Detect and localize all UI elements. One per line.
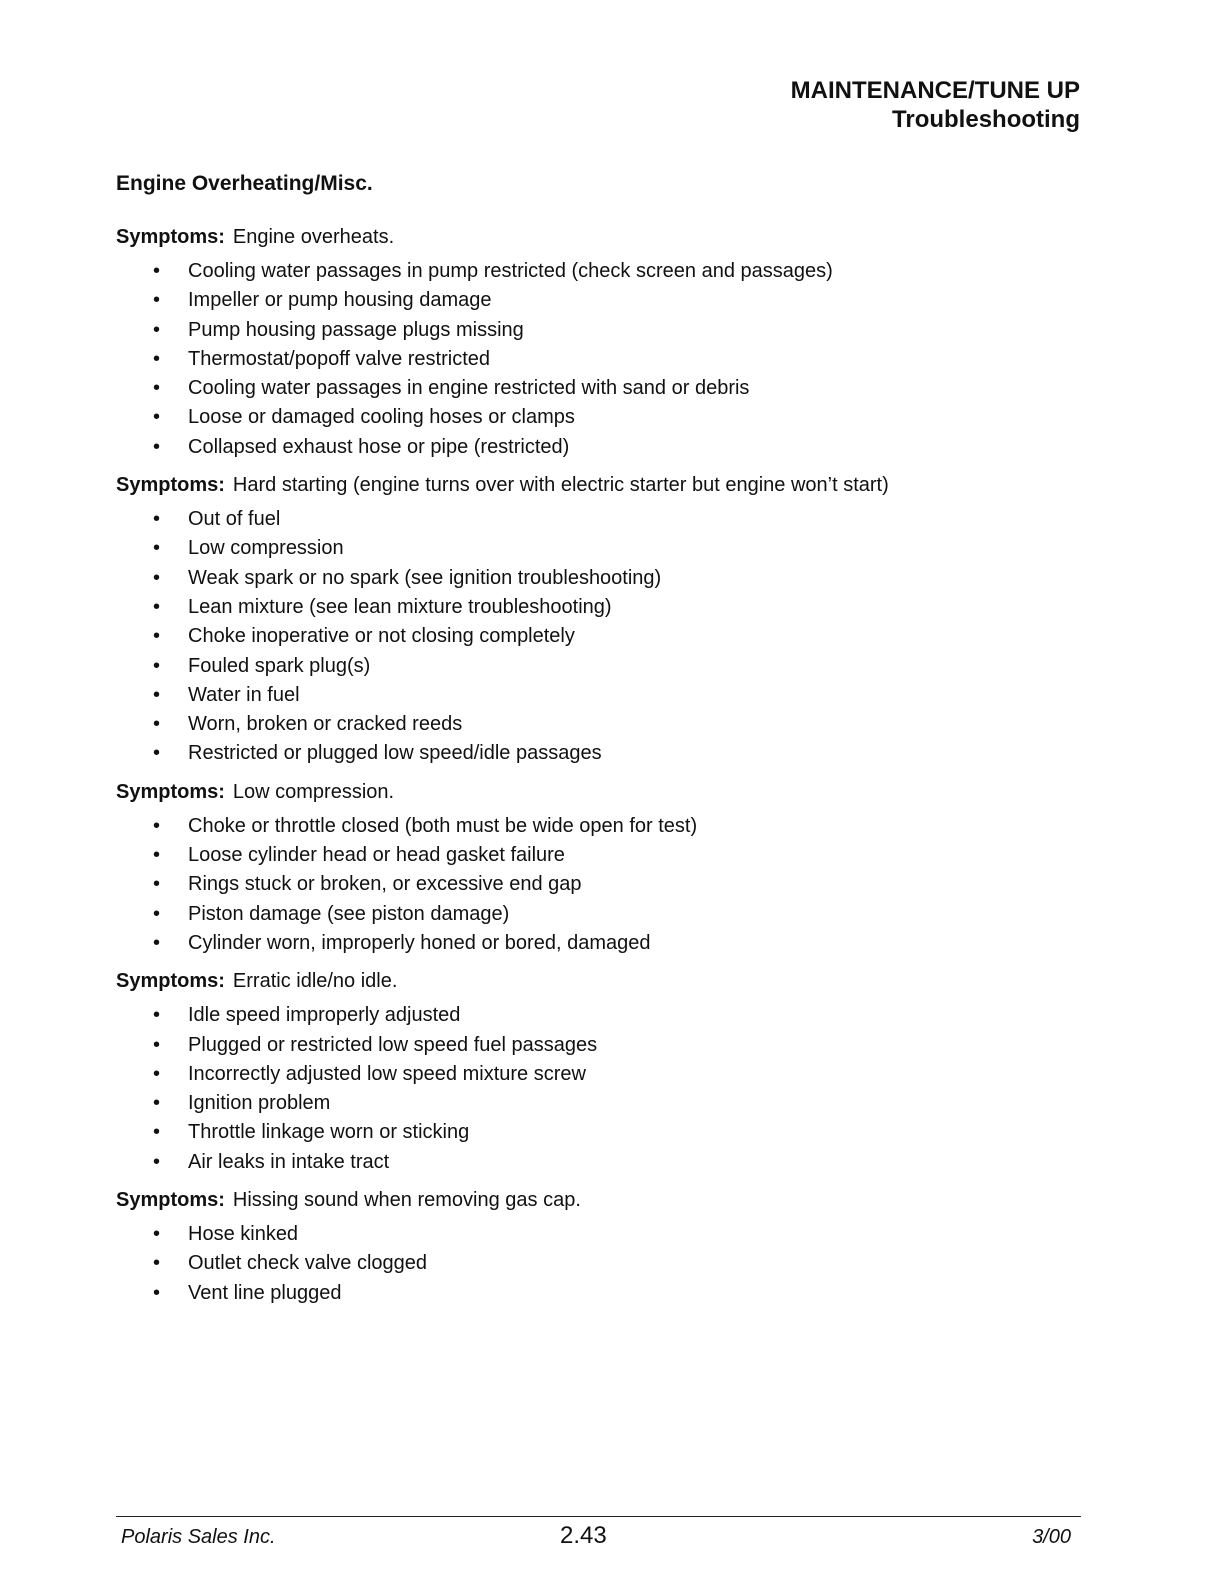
section-title: Engine Overheating/Misc. xyxy=(116,172,373,195)
symptom-label: Symptoms: xyxy=(116,474,225,497)
cause-text: Throttle linkage worn or sticking xyxy=(188,1121,470,1144)
symptom-text: Low compression. xyxy=(232,780,395,803)
chapter-title: MAINTENANCE/TUNE UP xyxy=(790,77,1080,104)
cause-item xyxy=(116,841,1076,870)
bullet-icon: • xyxy=(153,654,161,677)
cause-text: Piston damage (see piston damage) xyxy=(188,902,510,925)
symptom-text: Hissing sound when removing gas cap. xyxy=(232,1189,581,1212)
cause-item xyxy=(116,812,1076,841)
symptom-heading xyxy=(116,778,1076,806)
bullet-icon: • xyxy=(153,1092,161,1115)
bullet-icon: • xyxy=(153,508,161,531)
cause-item xyxy=(116,710,1076,739)
symptom-block xyxy=(116,223,1076,462)
bullet-icon: • xyxy=(153,814,161,837)
cause-item xyxy=(116,564,1076,593)
symptom-block xyxy=(116,471,1076,769)
cause-text: Loose or damaged cooling hoses or clamps xyxy=(188,406,575,429)
cause-text: Weak spark or no spark (see ignition troubleshooting) xyxy=(188,566,662,589)
page-header xyxy=(791,76,1080,134)
cause-text: Water in fuel xyxy=(188,683,300,706)
bullet-icon: • xyxy=(153,595,161,618)
cause-text: Cooling water passages in pump restricted (check screen and passages) xyxy=(188,260,833,282)
cause-text: Low compression xyxy=(188,537,344,560)
cause-text: Ignition problem xyxy=(188,1092,331,1115)
symptom-label: Symptoms: xyxy=(116,1189,225,1212)
bullet-icon: • xyxy=(153,1281,161,1304)
cause-item xyxy=(116,1148,1076,1177)
page-number: 2.43 xyxy=(560,1522,607,1549)
cause-text: Incorrectly adjusted low speed mixture screw xyxy=(188,1062,586,1085)
bullet-icon: • xyxy=(153,1033,161,1056)
chapter-subtitle: Troubleshooting xyxy=(892,106,1080,133)
cause-item xyxy=(116,870,1076,899)
cause-text: Outlet check valve clogged xyxy=(188,1252,428,1275)
cause-item xyxy=(116,1031,1076,1060)
cause-text: Thermostat/popoff valve restricted xyxy=(188,347,490,370)
symptom-block xyxy=(116,1186,1076,1308)
cause-text: Collapsed exhaust hose or pipe (restricted) xyxy=(188,435,570,458)
cause-item xyxy=(116,900,1076,929)
bullet-icon: • xyxy=(153,873,161,896)
cause-item xyxy=(116,505,1076,534)
bullet-icon: • xyxy=(153,1223,161,1246)
cause-list xyxy=(116,1220,1076,1308)
cause-text: Out of fuel xyxy=(188,508,281,531)
cause-item xyxy=(116,374,1076,403)
cause-item xyxy=(116,593,1076,622)
cause-text: Plugged or restricted low speed fuel passages xyxy=(188,1033,598,1056)
footer-divider xyxy=(116,1516,1081,1517)
bullet-icon: • xyxy=(153,347,161,370)
cause-text: Choke or throttle closed (both must be wide open for test) xyxy=(188,814,698,837)
symptom-heading xyxy=(116,223,1076,251)
bullet-icon: • xyxy=(153,435,161,458)
cause-item xyxy=(116,316,1076,345)
cause-item xyxy=(116,433,1076,462)
cause-text: Choke inoperative or not closing completely xyxy=(188,625,575,648)
cause-text: Vent line plugged xyxy=(188,1281,342,1304)
bullet-icon: • xyxy=(153,844,161,867)
symptom-label: Symptoms: xyxy=(116,780,225,803)
cause-item xyxy=(116,1001,1076,1030)
cause-item xyxy=(116,622,1076,651)
bullet-icon: • xyxy=(153,742,161,765)
bullet-icon: • xyxy=(153,1150,161,1173)
cause-item xyxy=(116,652,1076,681)
cause-item xyxy=(116,1060,1076,1089)
cause-text: Cylinder worn, improperly honed or bored, damaged xyxy=(188,931,651,954)
cause-text: Air leaks in intake tract xyxy=(188,1150,390,1173)
cause-text: Hose kinked xyxy=(188,1223,299,1246)
symptom-list xyxy=(116,223,1076,1317)
cause-text: Restricted or plugged low speed/idle passages xyxy=(188,742,602,765)
cause-item xyxy=(116,681,1076,710)
symptom-text: Engine overheats. xyxy=(232,226,395,248)
cause-text: Fouled spark plug(s) xyxy=(188,654,371,677)
cause-list xyxy=(116,505,1076,769)
bullet-icon: • xyxy=(153,683,161,706)
symptom-block xyxy=(116,967,1076,1177)
cause-text: Worn, broken or cracked reeds xyxy=(188,713,463,736)
cause-text: Rings stuck or broken, or excessive end gap xyxy=(188,873,582,896)
cause-list xyxy=(116,1001,1076,1177)
symptom-heading xyxy=(116,1186,1076,1214)
bullet-icon: • xyxy=(153,713,161,736)
cause-item xyxy=(116,403,1076,432)
cause-text: Lean mixture (see lean mixture troubleshooting) xyxy=(188,595,612,618)
footer-date: 3/00 xyxy=(1032,1526,1071,1548)
bullet-icon: • xyxy=(153,377,161,400)
cause-text: Cooling water passages in engine restricted with sand or debris xyxy=(188,377,750,400)
cause-text: Idle speed improperly adjusted xyxy=(188,1004,461,1027)
symptom-block xyxy=(116,778,1076,958)
cause-item xyxy=(116,257,1076,286)
cause-item xyxy=(116,929,1076,958)
cause-item xyxy=(116,739,1076,768)
symptom-label: Symptoms: xyxy=(116,226,225,248)
bullet-icon: • xyxy=(153,1004,161,1027)
cause-list xyxy=(116,257,1076,462)
bullet-icon: • xyxy=(153,931,161,954)
footer-company: Polaris Sales Inc. xyxy=(121,1526,276,1548)
cause-item xyxy=(116,286,1076,315)
cause-list xyxy=(116,812,1076,958)
bullet-icon: • xyxy=(153,289,161,312)
cause-item xyxy=(116,1118,1076,1147)
cause-item xyxy=(116,1089,1076,1118)
cause-item xyxy=(116,1249,1076,1278)
bullet-icon: • xyxy=(153,1062,161,1085)
symptom-text: Hard starting (engine turns over with electric starter but engine won’t start) xyxy=(232,474,889,497)
cause-item xyxy=(116,345,1076,374)
cause-text: Loose cylinder head or head gasket failure xyxy=(188,844,565,867)
bullet-icon: • xyxy=(153,537,161,560)
symptom-heading xyxy=(116,471,1076,499)
symptom-heading xyxy=(116,967,1076,995)
bullet-icon: • xyxy=(153,318,161,341)
cause-text: Impeller or pump housing damage xyxy=(188,289,492,312)
symptom-text: Erratic idle/no idle. xyxy=(232,970,398,993)
bullet-icon: • xyxy=(153,902,161,925)
bullet-icon: • xyxy=(153,566,161,589)
bullet-icon: • xyxy=(153,1252,161,1275)
symptom-label: Symptoms: xyxy=(116,970,225,993)
bullet-icon: • xyxy=(153,625,161,648)
cause-text: Pump housing passage plugs missing xyxy=(188,318,524,341)
cause-item xyxy=(116,1220,1076,1249)
bullet-icon: • xyxy=(153,1121,161,1144)
cause-item xyxy=(116,534,1076,563)
bullet-icon: • xyxy=(153,260,161,282)
bullet-icon: • xyxy=(153,406,161,429)
cause-item xyxy=(116,1279,1076,1308)
